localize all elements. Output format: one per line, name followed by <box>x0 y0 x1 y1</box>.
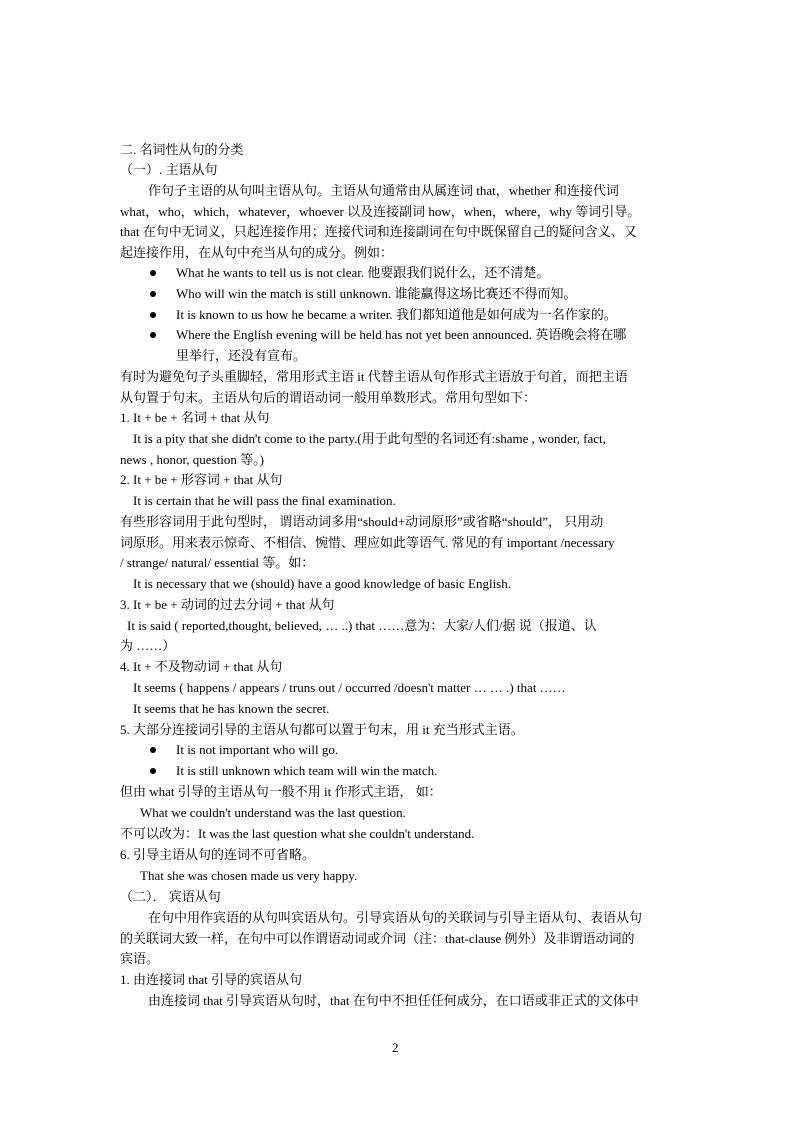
example-line: What we couldn't understand was the last question. <box>140 805 406 820</box>
text-line: 由连接词 that 引导宾语从句时，that 在句中不担任任何成分，在口语或非正式的文体中 <box>148 993 639 1008</box>
section-heading: 二. 名词性从句的分类 <box>120 142 244 157</box>
text-line: 词原形。用来表示惊奇、不相信、惋惜、理应如此等语气. 常见的有 important /necessary <box>120 535 615 550</box>
text-line: 为 ……） <box>120 638 176 653</box>
example-line: Who will win the match is still unknown. 谁能赢得这场比赛还不得而知。 <box>176 286 577 301</box>
text-line: 从句置于句末。主语从句后的谓语动词一般用单数形式。常用句型如下： <box>120 390 537 405</box>
text-line: 在句中用作宾语的从句叫宾语从句。引导宾语从句的关联词与引导主语从句、表语从句 <box>148 910 643 925</box>
text-line: 作句子主语的从句叫主语从句。主语从句通常由从属连词 that，whether 和连接代词 <box>148 183 619 198</box>
pattern-heading: 5. 大部分连接词引导的主语从句都可以置于句末，用 it 充当形式主语。 <box>120 722 524 737</box>
text-line: 不可以改为：It was the last question what she couldn't understand. <box>120 826 475 841</box>
text-line: 有些形容词用于此句型时， 谓语动词多用“should+动词原形”或省略“should”， 只用动 <box>120 514 604 529</box>
page-number: 2 <box>392 1040 399 1055</box>
subsection-heading: （一）. 主语从句 <box>120 162 218 177</box>
pattern-heading: 3. It + be + 动词的过去分词 + that 从句 <box>120 597 335 612</box>
example-line: It is not important who will go. <box>176 742 339 757</box>
text-line: / strange/ natural/ essential 等。如： <box>120 555 315 570</box>
text-line: 起连接作用，在从句中充当从句的成分。例如： <box>120 245 394 260</box>
pattern-heading: 1. 由连接词 that 引导的宾语从句 <box>120 972 302 987</box>
text-line: that 在句中无词义，只起连接作用；连接代词和连接副词在句中既保留自己的疑问含义、又 <box>120 224 637 239</box>
example-line: It seems that he has known the secret. <box>133 701 330 716</box>
pattern-heading: 6. 引导主语从句的连词不可省略。 <box>120 847 316 862</box>
example-line: Where the English evening will be held has not yet been announced. 英语晚会将在哪 <box>176 327 627 342</box>
bullet-icon <box>150 747 156 753</box>
bullet-icon <box>150 332 156 338</box>
pattern-heading: 4. It + 不及物动词 + that 从句 <box>120 659 283 674</box>
example-line: What he wants to tell us is not clear. 他要跟我们说什么，还不清楚。 <box>176 265 550 280</box>
bullet-icon <box>150 768 156 774</box>
text-line: 但由 what 引导的主语从句一般不用 it 作形式主语， 如： <box>120 784 442 799</box>
text-line: 有时为避免句子头重脚轻，常用形式主语 it 代替主语从句作形式主语放于句首，而把主语 <box>120 369 628 384</box>
example-line: It is certain that he will pass the final examination. <box>133 493 396 508</box>
example-line: It is said ( reported,thought, believed, … ..) that ……意为：大家/人们/据 说（报道、认 <box>127 618 597 633</box>
bullet-icon <box>150 312 156 318</box>
example-line: It seems ( happens / appears / truns out / occurred /doesn't matter … … .) that …… <box>133 680 566 695</box>
text-line: 的关联词大致一样，在句中可以作谓语动词或介词（注：that-clause 例外）及非谓语动词的 <box>120 931 635 946</box>
pattern-heading: 2. It + be + 形容词 + that 从句 <box>120 472 283 487</box>
bullet-icon <box>150 270 156 276</box>
text-line: news , honor, question 等。) <box>120 452 264 467</box>
example-line: That she was chosen made us very happy. <box>140 868 358 883</box>
example-line: It is a pity that she didn't come to the party.(用于此句型的名词还有:shame , wonder, fact, <box>133 431 606 446</box>
example-line: 里举行，还没有宣布。 <box>176 348 307 363</box>
text-line: 宾语。 <box>120 951 160 966</box>
example-line: It is known to us how he became a writer. 我们都知道他是如何成为一名作家的。 <box>176 307 617 322</box>
example-line: It is still unknown which team will win the match. <box>176 763 438 778</box>
example-line: It is necessary that we (should) have a good knowledge of basic English. <box>133 576 511 591</box>
pattern-heading: 1. It + be + 名词 + that 从句 <box>120 410 270 425</box>
bullet-icon <box>150 291 156 297</box>
subsection-heading: （二）． 宾语从句 <box>120 889 221 904</box>
text-line: what，who，which，whatever，whoever 以及连接副词 how，when，where，why 等词引导。 <box>120 204 641 219</box>
